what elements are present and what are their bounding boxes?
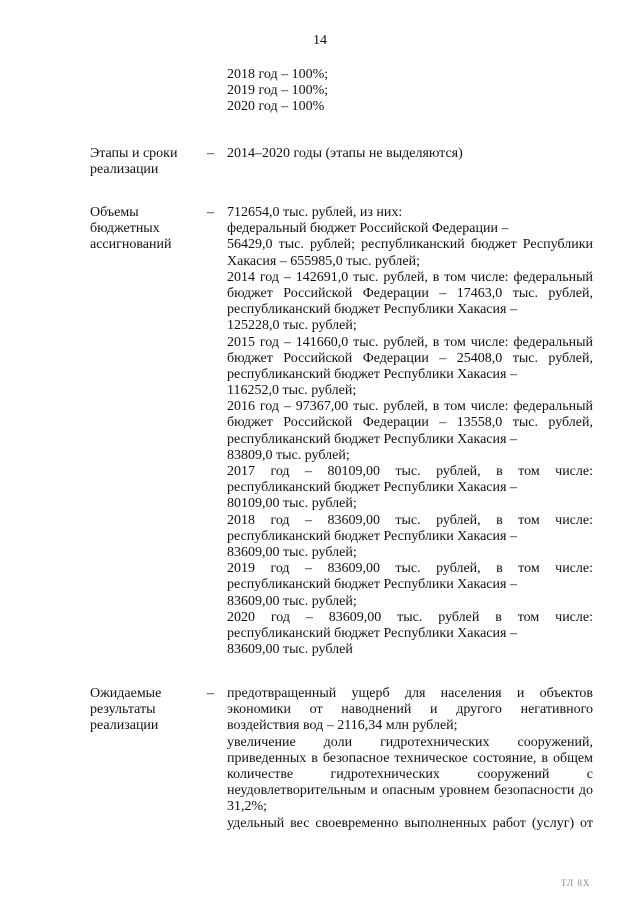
content-line: республиканский бюджет Республики Хакасия – bbox=[227, 528, 517, 544]
section-dash: – bbox=[207, 205, 214, 220]
content-line: 83609,00 тыс. рублей bbox=[227, 642, 353, 658]
content-line: 83609,00 тыс. рублей; bbox=[227, 544, 357, 560]
content-line: приведенных в безопасное техническое состояние, в общем bbox=[227, 750, 593, 766]
content-line: 2020 год – 83609,00 тыс. рублей в том числе: bbox=[227, 609, 593, 625]
content-line: республиканский бюджет Республики Хакасия – bbox=[227, 302, 517, 318]
content-line: 2016 год – 97367,00 тыс. рублей, в том числе: федеральный bbox=[227, 399, 593, 415]
content-line: 83809,0 тыс. рублей; bbox=[227, 447, 350, 463]
content-line: 2015 год – 141660,0 тыс. рублей, в том числе: федеральный bbox=[227, 334, 593, 350]
content-line: Хакасия – 655985,0 тыс. рублей; bbox=[227, 253, 420, 269]
content-line: 712654,0 тыс. рублей, из них: bbox=[227, 205, 403, 220]
content-line: 56429,0 тыс. рублей; республиканский бюджет Республики bbox=[227, 237, 593, 253]
section-label-line: реализации bbox=[90, 162, 159, 178]
content-line: республиканский бюджет Республики Хакасия – bbox=[227, 480, 517, 496]
content-line: бюджет Российской Федерации – 25408,0 тыс. рублей, bbox=[227, 350, 593, 366]
content-line: республиканский бюджет Республики Хакасия – bbox=[227, 431, 517, 447]
content-line: неудовлетворительным и опасным уровнем безопасности до bbox=[227, 783, 593, 799]
indicator-year-line: 2018 год – 100%; bbox=[227, 67, 329, 82]
content-line: увеличение доли гидротехнических сооружений, bbox=[227, 734, 593, 750]
indicator-year-line: 2019 год – 100%; bbox=[227, 83, 329, 99]
section-label-line: бюджетных bbox=[90, 221, 160, 237]
content-line: 116252,0 тыс. рублей; bbox=[227, 383, 357, 399]
content-line: 80109,00 тыс. рублей; bbox=[227, 496, 357, 512]
section-label-line: ассигнований bbox=[90, 237, 172, 253]
content-line: 83609,00 тыс. рублей; bbox=[227, 593, 357, 609]
section-label-line: Этапы и сроки bbox=[90, 146, 178, 161]
indicator-years-list bbox=[227, 67, 593, 116]
content-line: 2018 год – 83609,00 тыс. рублей, в том числе: bbox=[227, 512, 593, 528]
section-label-stages bbox=[90, 146, 200, 178]
section-content-budget bbox=[227, 205, 593, 658]
section-label-results bbox=[90, 686, 200, 735]
content-line: республиканский бюджет Республики Хакасия – bbox=[227, 625, 517, 641]
content-line: республиканский бюджет Республики Хакасия – bbox=[227, 577, 517, 593]
section-label-line: Объемы bbox=[90, 205, 139, 220]
content-line: воздействия вод – 2116,34 млн рублей; bbox=[227, 718, 458, 734]
content-line: 31,2%; bbox=[227, 799, 268, 815]
content-line: 2014 год – 142691,0 тыс. рублей, в том числе: федеральный bbox=[227, 269, 593, 285]
content-line: федеральный бюджет Российской Федерации – bbox=[227, 221, 509, 237]
content-line: бюджет Российской Федерации – 13558,0 тыс. рублей, bbox=[227, 415, 593, 431]
content-line: бюджет Российской Федерации – 17463,0 тыс. рублей, bbox=[227, 285, 593, 301]
section-label-budget bbox=[90, 205, 200, 254]
content-line: 2017 год – 80109,00 тыс. рублей, в том числе: bbox=[227, 464, 593, 479]
section-content-stages bbox=[227, 146, 593, 162]
section-dash: – bbox=[207, 686, 214, 701]
stamp-mark: ТЛ 8Х bbox=[561, 878, 591, 888]
content-line: количестве гидротехнических сооружений с bbox=[227, 766, 593, 782]
content-line: 125228,0 тыс. рублей; bbox=[227, 318, 357, 334]
content-line: удельный вес своевременно выполненных работ (услуг) от bbox=[227, 815, 593, 831]
section-dash: – bbox=[207, 146, 214, 161]
section-label-line: реализации bbox=[90, 718, 159, 734]
content-line: предотвращенный ущерб для населения и объектов bbox=[227, 686, 593, 701]
content-line: республиканский бюджет Республики Хакасия – bbox=[227, 366, 517, 382]
content-line: 2014–2020 годы (этапы не выделяются) bbox=[227, 146, 463, 161]
page-number: 14 bbox=[313, 33, 327, 48]
content-line: экономики от наводнений и другого негативного bbox=[227, 702, 593, 718]
indicator-year-line: 2020 год – 100% bbox=[227, 99, 325, 115]
section-label-line: результаты bbox=[90, 702, 156, 718]
section-content-results bbox=[227, 686, 593, 832]
content-line: 2019 год – 83609,00 тыс. рублей, в том числе: bbox=[227, 561, 593, 577]
section-label-line: Ожидаемые bbox=[90, 686, 162, 701]
